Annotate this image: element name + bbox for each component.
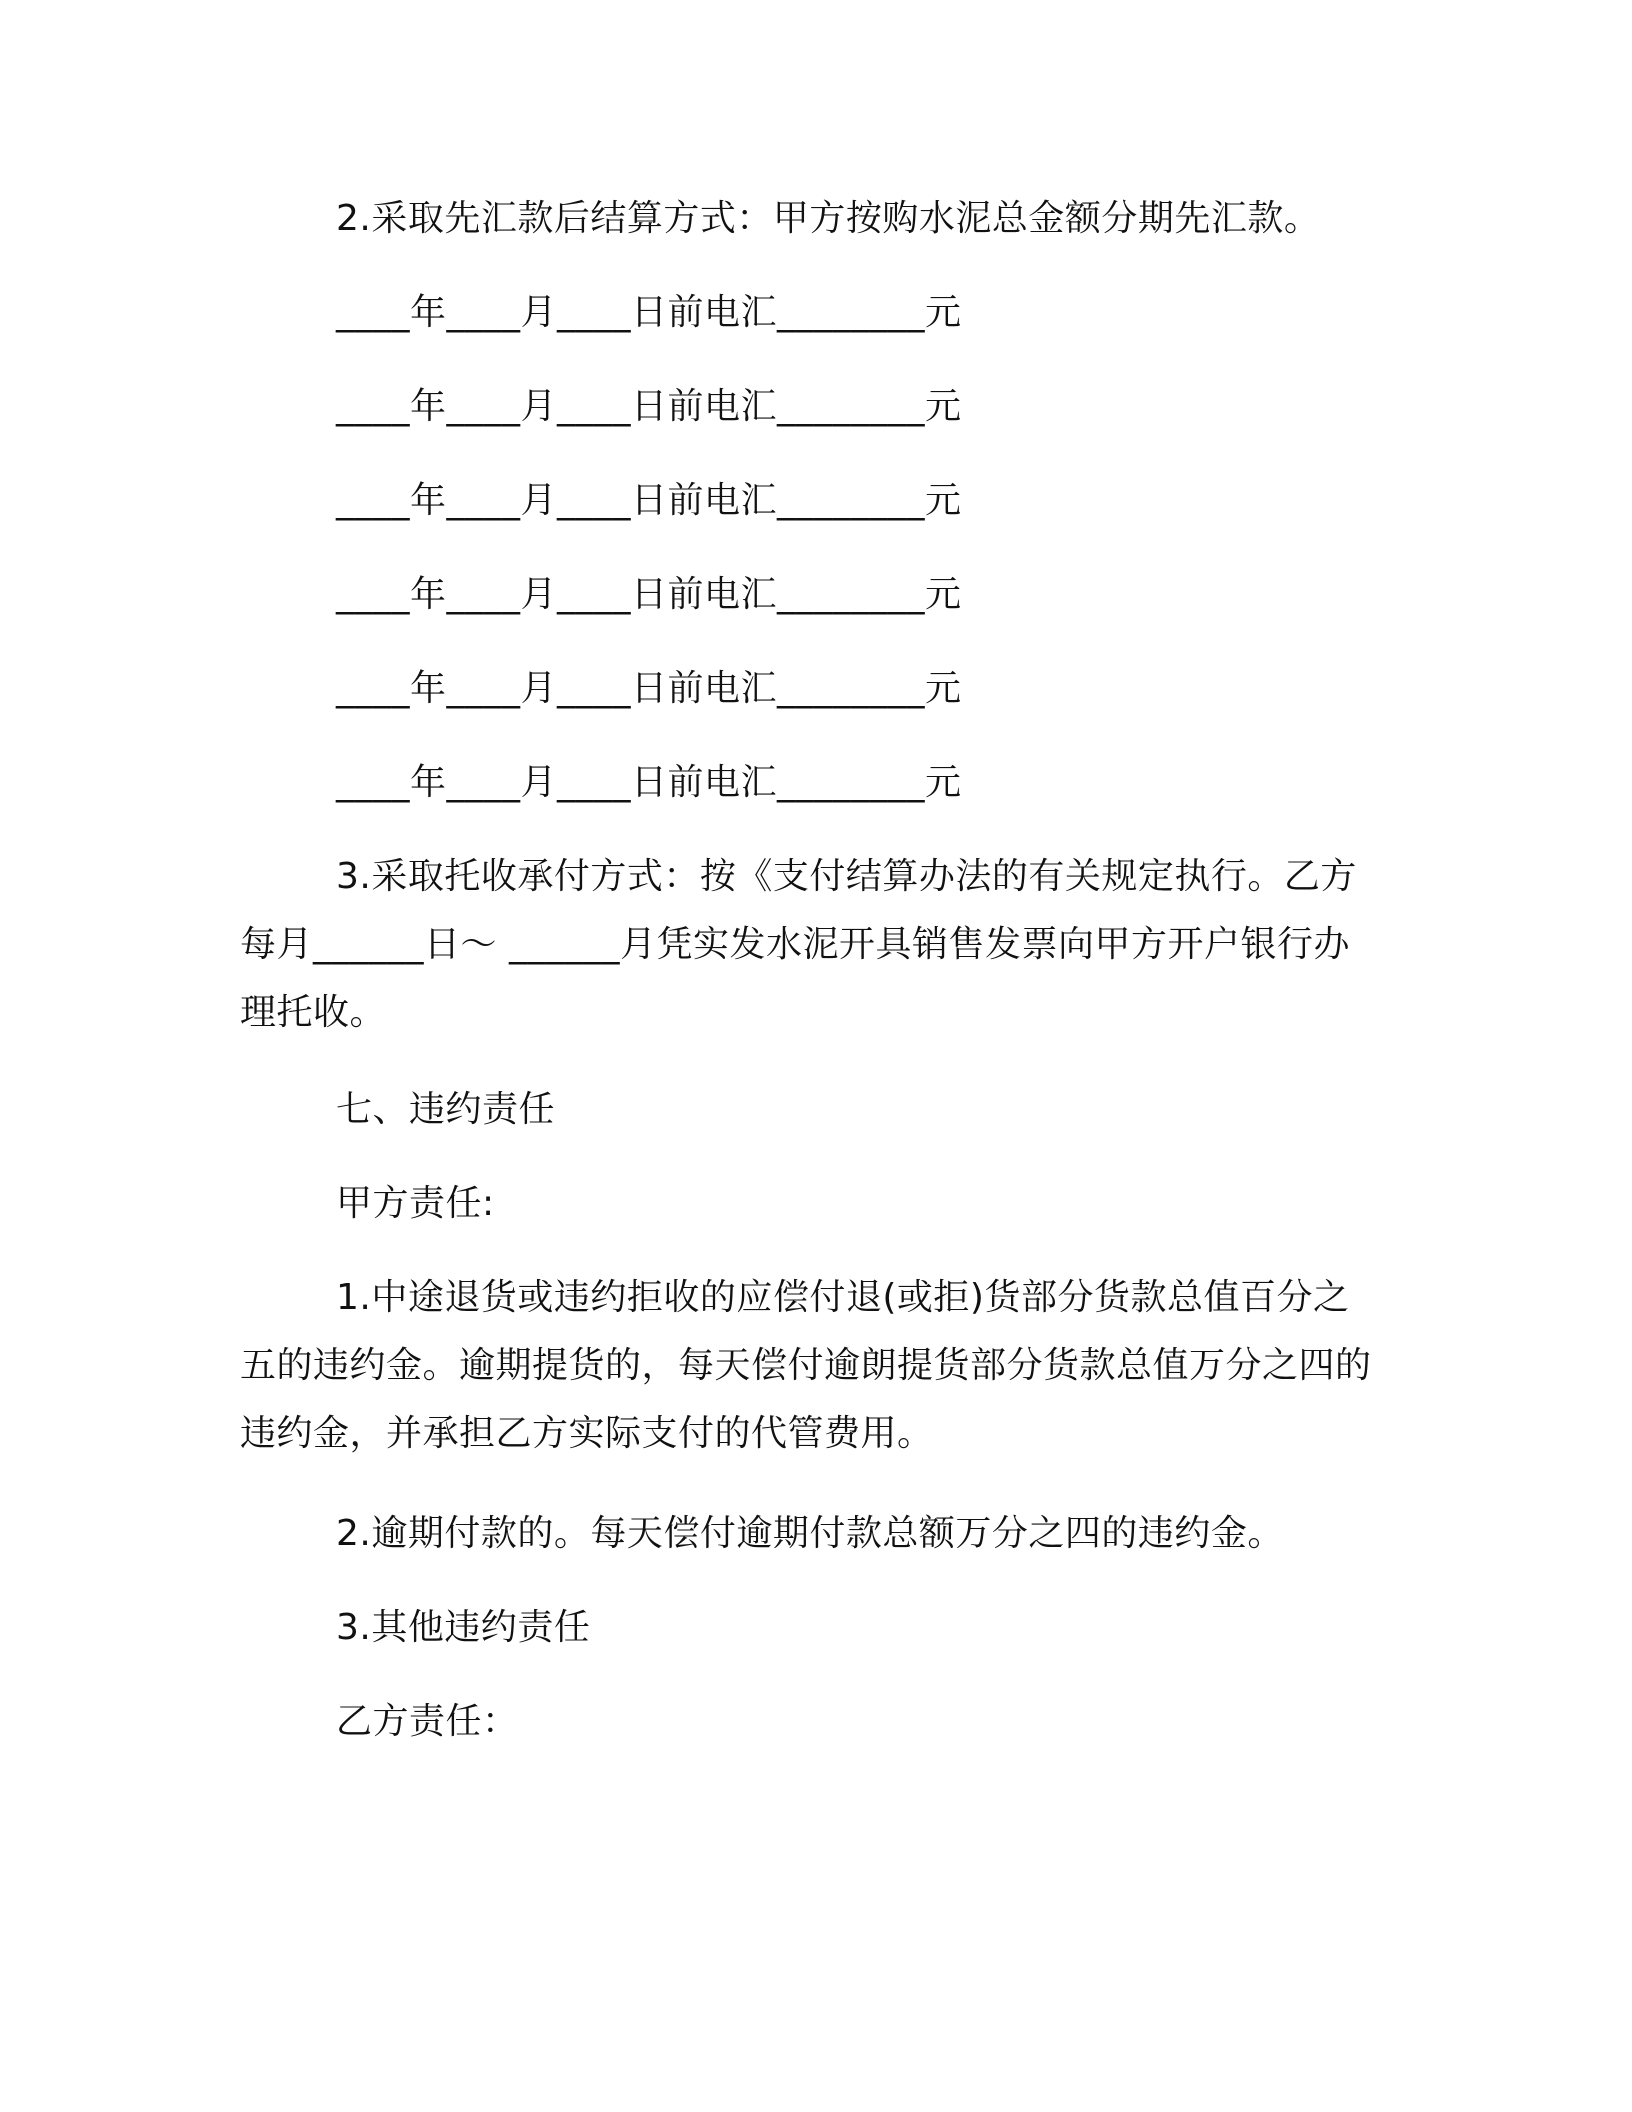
party-a-item-1: 1.中途退货或违约拒收的应偿付退(或拒)货部分货款总值百分之五的违约金。逾期提货的，每天偿付逾朗提货部分货款总值万分之四的违约金，并承担乙方实际支付的代管费用。 xyxy=(240,1277,1372,1454)
remit-line-6: ____年____月____日前电汇________元 xyxy=(336,762,962,803)
remit-line-2: ____年____月____日前电汇________元 xyxy=(336,386,962,427)
remit-line-5: ____年____月____日前电汇________元 xyxy=(336,668,962,709)
party-a-item-2: 2.逾期付款的。每天偿付逾期付款总额万分之四的违约金。 xyxy=(336,1513,1284,1554)
remit-line-3: ____年____月____日前电汇________元 xyxy=(336,480,962,521)
section-heading-breach: 七、违约责任 xyxy=(336,1089,556,1130)
party-a-duty-heading: 甲方责任: xyxy=(336,1183,495,1224)
party-a-item-3: 3.其他违约责任 xyxy=(336,1607,591,1648)
paragraph-2-intro: 2.采取先汇款后结算方式：甲方按购水泥总金额分期先汇款。 xyxy=(336,198,1321,239)
remit-line-4: ____年____月____日前电汇________元 xyxy=(336,574,962,615)
remit-line-1: ____年____月____日前电汇________元 xyxy=(336,292,962,333)
party-b-duty-heading: 乙方责任： xyxy=(336,1701,519,1742)
paragraph-3-collection: 3.采取托收承付方式：按《支付结算办法的有关规定执行。乙方每月______日～ ______月凭实发水泥开具销售发票向甲方开户银行办理托收。 xyxy=(240,856,1357,1033)
